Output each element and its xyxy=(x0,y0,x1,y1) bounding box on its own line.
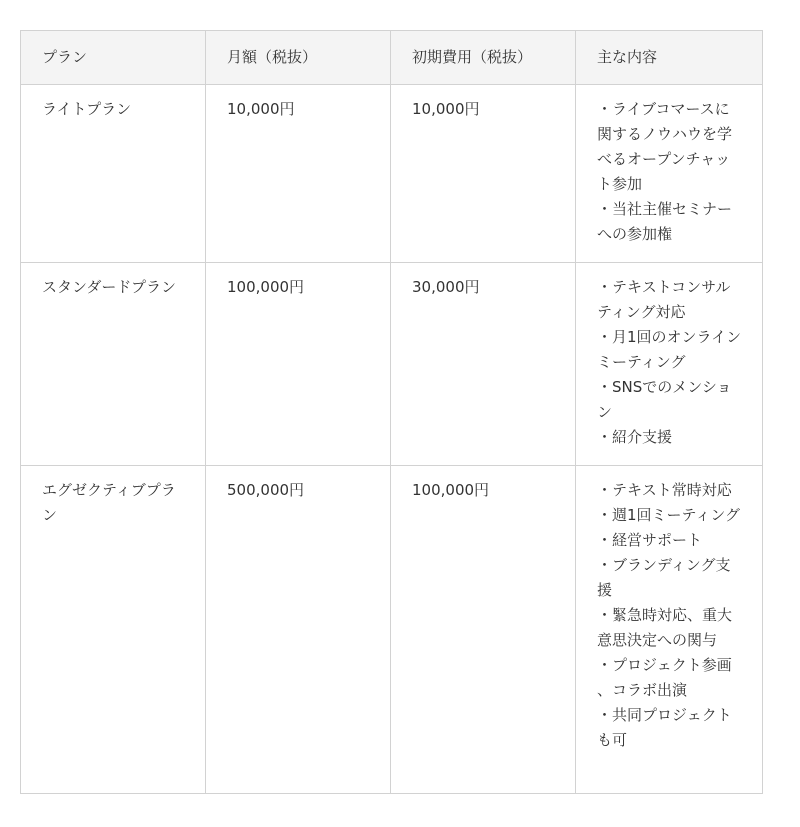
header-main-content: 主な内容 xyxy=(576,31,763,85)
content-item: ・テキスト常時対応 xyxy=(597,481,732,499)
content-item: ・共同プロジェクトも可 xyxy=(597,706,732,749)
content-item: ・ブランディング支援 xyxy=(597,556,731,599)
monthly-fee-cell: 10,000円 xyxy=(206,85,391,263)
content-item: ・月1回のオンラインミーティング xyxy=(597,328,742,371)
content-cell xyxy=(576,466,763,794)
header-monthly-fee: 月額（税抜） xyxy=(206,31,391,85)
content-item: ・紹介支援 xyxy=(597,428,673,446)
content-item: ・テキストコンサルティング対応 xyxy=(597,278,731,321)
plan-name-cell: ライトプラン xyxy=(21,85,206,263)
table-body xyxy=(21,85,763,794)
content-cell xyxy=(576,85,763,263)
header-initial-fee: 初期費用（税抜） xyxy=(391,31,576,85)
content-item: ・週1回ミーティング xyxy=(597,506,741,524)
plan-pricing-table xyxy=(20,30,763,794)
table-row xyxy=(21,466,763,794)
monthly-fee-cell: 100,000円 xyxy=(206,263,391,466)
content-item: ・経営サポート xyxy=(597,531,703,549)
monthly-fee-cell: 500,000円 xyxy=(206,466,391,794)
content-item: ・当社主催セミナーへの参加権 xyxy=(597,200,733,243)
content-item: ・緊急時対応、重大意思決定への関与 xyxy=(597,606,733,649)
table-row xyxy=(21,263,763,466)
header-plan: プラン xyxy=(21,31,206,85)
plan-name-cell: スタンダードプラン xyxy=(21,263,206,466)
initial-fee-cell: 100,000円 xyxy=(391,466,576,794)
initial-fee-cell: 10,000円 xyxy=(391,85,576,263)
content-item: ・プロジェクト参画、コラボ出演 xyxy=(597,656,732,699)
plan-name-cell: エグゼクティブプラン xyxy=(21,466,206,794)
header-row xyxy=(21,31,763,85)
table-row xyxy=(21,85,763,263)
table-header xyxy=(21,31,763,85)
plan-table-container xyxy=(20,30,763,794)
content-item: ・ライブコマースに関するノウハウを学べるオープンチャット参加 xyxy=(597,100,733,193)
content-item: ・SNSでのメンション xyxy=(597,378,732,421)
content-cell xyxy=(576,263,763,466)
initial-fee-cell: 30,000円 xyxy=(391,263,576,466)
